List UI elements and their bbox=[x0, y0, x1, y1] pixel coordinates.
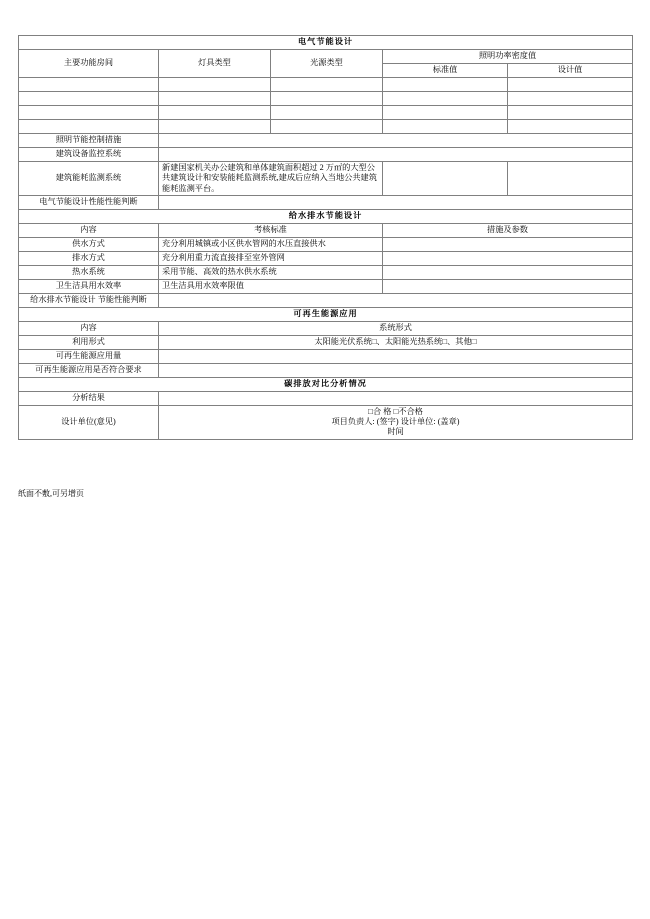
label-building-equipment-monitor: 建筑设备监控系统 bbox=[19, 148, 159, 162]
label-water-judgement: 给水排水节能设计 节能性能判断 bbox=[19, 293, 159, 307]
table-row[interactable] bbox=[19, 106, 633, 120]
date-line[interactable]: 时间 bbox=[387, 427, 404, 437]
water-header-row bbox=[19, 223, 633, 237]
table-row[interactable] bbox=[19, 78, 633, 92]
water-content-2: 热水系统 bbox=[19, 265, 159, 279]
cell-source[interactable] bbox=[271, 78, 383, 92]
value-building-equipment-monitor[interactable] bbox=[159, 148, 633, 162]
carbon-analysis-row bbox=[19, 391, 633, 405]
value-renewable-judgement[interactable] bbox=[159, 363, 633, 377]
label-design-unit-opinion: 设计单位(意见) bbox=[19, 405, 159, 439]
water-content-1: 排水方式 bbox=[19, 251, 159, 265]
water-criteria-2: 采用节能、高效的热水供水系统 bbox=[159, 265, 383, 279]
label-renewable-judgement: 可再生能源应用是否符合要求 bbox=[19, 363, 159, 377]
water-measures-1[interactable] bbox=[383, 251, 633, 265]
energy-monitor-row bbox=[19, 162, 633, 196]
cell-design[interactable] bbox=[508, 106, 633, 120]
header-density: 照明功率密度值 bbox=[383, 50, 633, 64]
electrical-judgement-row bbox=[19, 195, 633, 209]
header-water-content: 内容 bbox=[19, 223, 159, 237]
electrical-section-title: 电气节能设计 bbox=[19, 36, 633, 50]
carbon-title-row bbox=[19, 377, 633, 391]
water-section-title: 给水排水节能设计 bbox=[19, 209, 633, 223]
table-row bbox=[19, 349, 633, 363]
header-renewable-form: 系统形式 bbox=[159, 321, 633, 335]
carbon-section-title: 碳排放对比分析情况 bbox=[19, 377, 633, 391]
cell-room[interactable] bbox=[19, 106, 159, 120]
cell-room[interactable] bbox=[19, 92, 159, 106]
renewable-header-row bbox=[19, 321, 633, 335]
lighting-control-row bbox=[19, 134, 633, 148]
signature-block bbox=[159, 405, 633, 439]
cell-source[interactable] bbox=[271, 106, 383, 120]
table-row bbox=[19, 335, 633, 349]
cell-design[interactable] bbox=[508, 78, 633, 92]
value-analysis-result[interactable] bbox=[159, 391, 633, 405]
cell-lamp[interactable] bbox=[159, 106, 271, 120]
header-design-value: 设计值 bbox=[508, 64, 633, 78]
label-analysis-result: 分析结果 bbox=[19, 391, 159, 405]
table-row[interactable] bbox=[19, 120, 633, 134]
cell-room[interactable] bbox=[19, 120, 159, 134]
cell-source[interactable] bbox=[271, 92, 383, 106]
cell-room[interactable] bbox=[19, 78, 159, 92]
water-measures-0[interactable] bbox=[383, 237, 633, 251]
water-criteria-1: 充分利用重力流直接排至室外管网 bbox=[159, 251, 383, 265]
form-sheet bbox=[18, 35, 632, 440]
renewable-title-row bbox=[19, 307, 633, 321]
water-measures-2[interactable] bbox=[383, 265, 633, 279]
table-row bbox=[19, 265, 633, 279]
water-title-row bbox=[19, 209, 633, 223]
electrical-title-row bbox=[19, 36, 633, 50]
header-standard-value: 标准值 bbox=[383, 64, 508, 78]
label-lighting-control: 照明节能控制措施 bbox=[19, 134, 159, 148]
renewable-content-0: 利用形式 bbox=[19, 335, 159, 349]
header-renewable-content: 内容 bbox=[19, 321, 159, 335]
table-row bbox=[19, 279, 633, 293]
label-energy-monitoring-system: 建筑能耗监测系统 bbox=[19, 162, 159, 196]
water-judgement-row bbox=[19, 293, 633, 307]
table-row bbox=[19, 251, 633, 265]
cell-standard[interactable] bbox=[383, 120, 508, 134]
renewable-value-1[interactable] bbox=[159, 349, 633, 363]
header-water-criteria: 考核标准 bbox=[159, 223, 383, 237]
water-content-0: 供水方式 bbox=[19, 237, 159, 251]
renewable-section-title: 可再生能源应用 bbox=[19, 307, 633, 321]
renewable-value-0[interactable]: 太阳能光伏系统□、太阳能光热系统□、其他□ bbox=[159, 335, 633, 349]
cell-lamp[interactable] bbox=[159, 92, 271, 106]
renewable-judgement-row bbox=[19, 363, 633, 377]
label-electrical-judgement: 电气节能设计性能性能判断 bbox=[19, 195, 159, 209]
signature-line[interactable]: 项目负责人: (签字) 设计单位: (盖章) bbox=[331, 417, 460, 426]
water-measures-3[interactable] bbox=[383, 279, 633, 293]
header-source-type: 光源类型 bbox=[271, 50, 383, 78]
cell-design[interactable] bbox=[508, 120, 633, 134]
cell-standard[interactable] bbox=[383, 106, 508, 120]
water-content-3: 卫生洁具用水效率 bbox=[19, 279, 159, 293]
cell-lamp[interactable] bbox=[159, 120, 271, 134]
header-room: 主要功能房间 bbox=[19, 50, 159, 78]
table-row[interactable] bbox=[19, 92, 633, 106]
header-water-measures: 措施及参数 bbox=[383, 223, 633, 237]
qualification-checkboxes[interactable]: □合 格 □不合格 bbox=[368, 406, 423, 416]
value-lighting-control[interactable] bbox=[159, 134, 633, 148]
footnote: 纸面不敷,可另增页 bbox=[18, 489, 84, 498]
table-row bbox=[19, 237, 633, 251]
header-lamp-type: 灯具类型 bbox=[159, 50, 271, 78]
water-criteria-3: 卫生洁具用水效率限值 bbox=[159, 279, 383, 293]
electrical-header-row-1 bbox=[19, 50, 633, 64]
value-energy-monitoring-system: 新建国家机关办公建筑和单体建筑面积超过 2 万㎡的大型公共建筑设计和安装能耗监测系统,建成后应纳入当地公共建筑能耗监测平台。 bbox=[159, 162, 383, 196]
value-water-judgement[interactable] bbox=[159, 293, 633, 307]
renewable-content-1: 可再生能源应用量 bbox=[19, 349, 159, 363]
cell-standard[interactable] bbox=[383, 78, 508, 92]
value-electrical-judgement[interactable] bbox=[159, 195, 633, 209]
design-unit-opinion-row bbox=[19, 405, 633, 439]
cell-standard[interactable] bbox=[383, 92, 508, 106]
cell-energy-monitor-blank-1[interactable] bbox=[383, 162, 508, 196]
building-equipment-row bbox=[19, 148, 633, 162]
water-criteria-0: 充分利用城镇或小区供水管网的水压直接供水 bbox=[159, 237, 383, 251]
cell-design[interactable] bbox=[508, 92, 633, 106]
cell-lamp[interactable] bbox=[159, 78, 271, 92]
cell-energy-monitor-blank-2[interactable] bbox=[508, 162, 633, 196]
cell-source[interactable] bbox=[271, 120, 383, 134]
energy-saving-form bbox=[18, 35, 633, 440]
